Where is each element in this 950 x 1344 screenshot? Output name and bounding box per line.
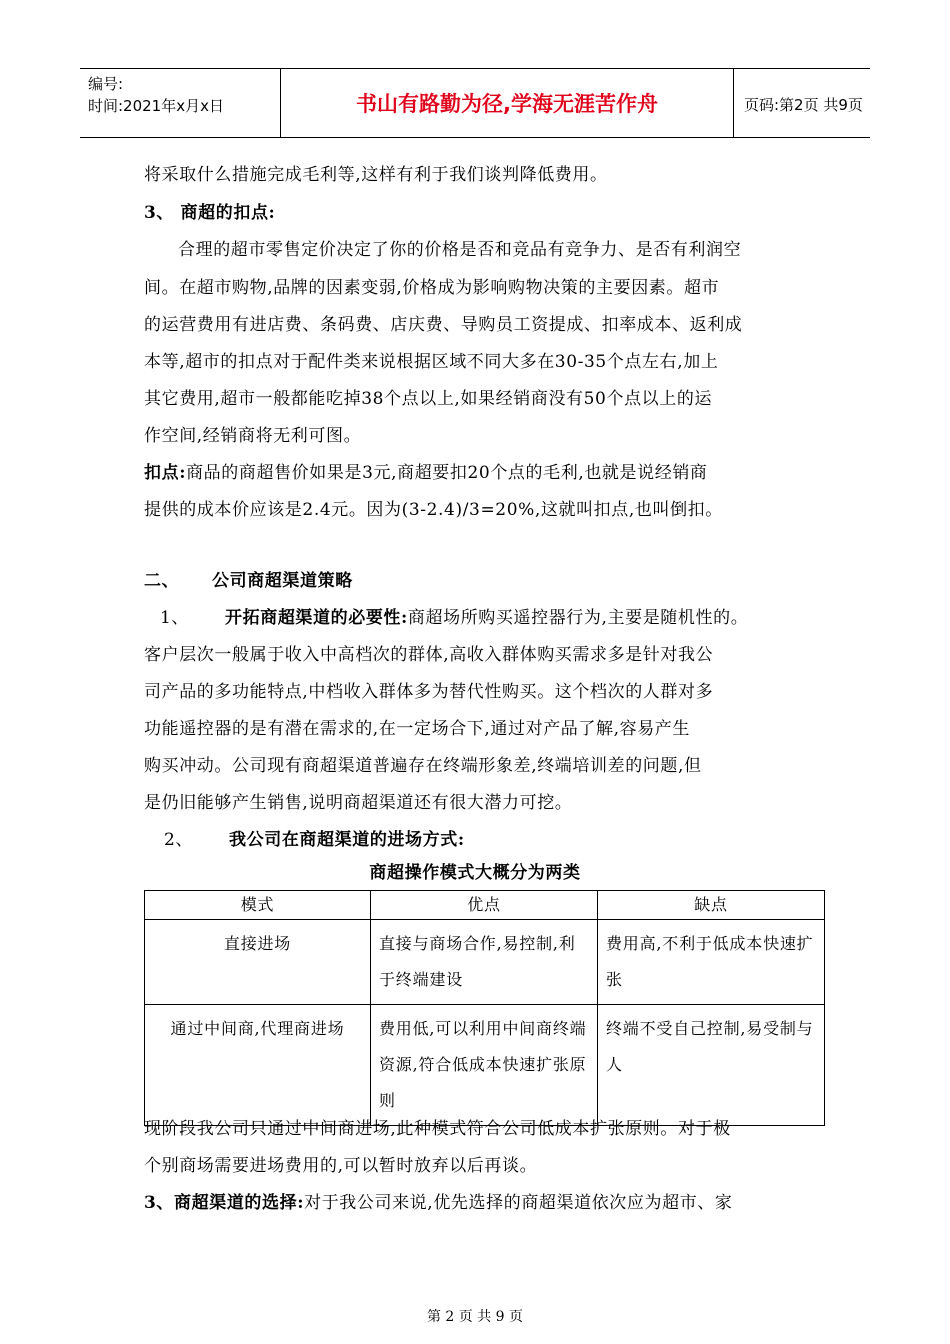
section-number: 二、 <box>144 571 180 591</box>
paragraph-line: 合理的超市零售定价决定了你的价格是否和竞品有竞争力、是否有利润空 <box>178 240 742 260</box>
table-header-cell: 模式 <box>145 891 371 920</box>
table-cell: 直接进场 <box>145 920 371 1005</box>
paragraph-line: 其它费用,超市一般都能吃掉38个点以上,如果经销商没有50个点以上的运 <box>144 389 713 409</box>
table-title: 商超操作模式大概分为两类 <box>369 863 581 883</box>
list-bold-label: 我公司在商超渠道的进场方式: <box>229 830 465 850</box>
definition-term: 扣点: <box>144 463 187 483</box>
mode-table <box>144 890 825 1126</box>
paragraph-line: 间。在超市购物,品牌的因素变弱,价格成为影响购物决策的主要因素。超市 <box>144 278 720 298</box>
table-cell: 终端不受自己控制,易受制与人 <box>598 1005 825 1126</box>
paragraph-line: 作空间,经销商将无利可图。 <box>144 426 362 446</box>
paragraph-line: 司产品的多功能特点,中档收入群体多为替代性购买。这个档次的人群对多 <box>144 682 714 702</box>
definition-line <box>144 458 708 483</box>
paragraph-line: 功能遥控器的是有潜在需求的,在一定场合下,通过对产品了解,容易产生 <box>144 719 691 739</box>
list-bold-label: 开拓商超渠道的必要性: <box>225 608 408 628</box>
header-page-label: 页码:第2页 共9页 <box>744 96 863 114</box>
paragraph-line: 现阶段我公司只通过中间商进场,此种模式符合公司低成本扩张原则。对于极 <box>144 1119 731 1139</box>
paragraph-line: 个别商场需要进场费用的,可以暂时放弃以后再谈。 <box>144 1156 538 1176</box>
list-text: 商超场所购买遥控器行为,主要是随机性的。 <box>407 608 749 628</box>
paragraph-line: 客户层次一般属于收入中高档次的群体,高收入群体购买需求多是针对我公 <box>144 645 714 665</box>
table-header-cell: 缺点 <box>598 891 825 920</box>
table-cell: 直接与商场合作,易控制,利于终端建设 <box>371 920 598 1005</box>
list-item-heading <box>144 1188 733 1213</box>
table-header-row <box>145 891 825 920</box>
table-cell: 费用低,可以利用中间商终端资源,符合低成本快速扩张原则 <box>371 1005 598 1126</box>
table-row <box>145 920 825 1005</box>
section-heading: 3、 商超的扣点: <box>144 203 276 223</box>
number-label: 编号: <box>88 75 124 93</box>
header-motto: 书山有路勤为径,学海无涯苦作舟 <box>280 69 734 137</box>
definition-line: 提供的成本价应该是2.4元。因为(3-2.4)/3=20%,这就叫扣点,也叫倒扣。 <box>144 500 723 520</box>
page-header <box>80 68 870 138</box>
list-number: 1、 <box>160 608 190 628</box>
paragraph-line: 本等,超市的扣点对于配件类来说根据区域不同大多在30-35个点左右,加上 <box>144 352 719 372</box>
date-label: 时间:2021年x月x日 <box>88 97 224 115</box>
table-cell: 费用高,不利于低成本快速扩张 <box>598 920 825 1005</box>
text-line: 将采取什么措施完成毛利等,这样有利于我们谈判降低费用。 <box>144 165 608 185</box>
table-row <box>145 1005 825 1126</box>
list-item-heading <box>160 603 748 628</box>
list-number: 2、 <box>164 830 194 850</box>
table-header-cell: 优点 <box>371 891 598 920</box>
list-bold-label: 3、商超渠道的选择: <box>144 1193 305 1213</box>
section-title: 公司商超渠道策略 <box>212 571 353 591</box>
list-item-heading <box>164 825 465 850</box>
paragraph-line: 购买冲动。公司现有商超渠道普遍存在终端形象差,终端培训差的问题,但 <box>144 756 702 776</box>
table-cell: 通过中间商,代理商进场 <box>145 1005 371 1126</box>
header-meta <box>80 69 280 137</box>
definition-text: 商品的商超售价如果是3元,商超要扣20个点的毛利,也就是说经销商 <box>186 463 708 483</box>
paragraph-line: 是仍旧能够产生销售,说明商超渠道还有很大潜力可挖。 <box>144 793 573 813</box>
page-footer: 第 2 页 共 9 页 <box>426 1309 524 1325</box>
paragraph-line: 的运营费用有进店费、条码费、店庆费、导购员工资提成、扣率成本、返利成 <box>144 315 743 335</box>
list-text: 对于我公司来说,优先选择的商超渠道依次应为超市、家 <box>304 1193 733 1213</box>
